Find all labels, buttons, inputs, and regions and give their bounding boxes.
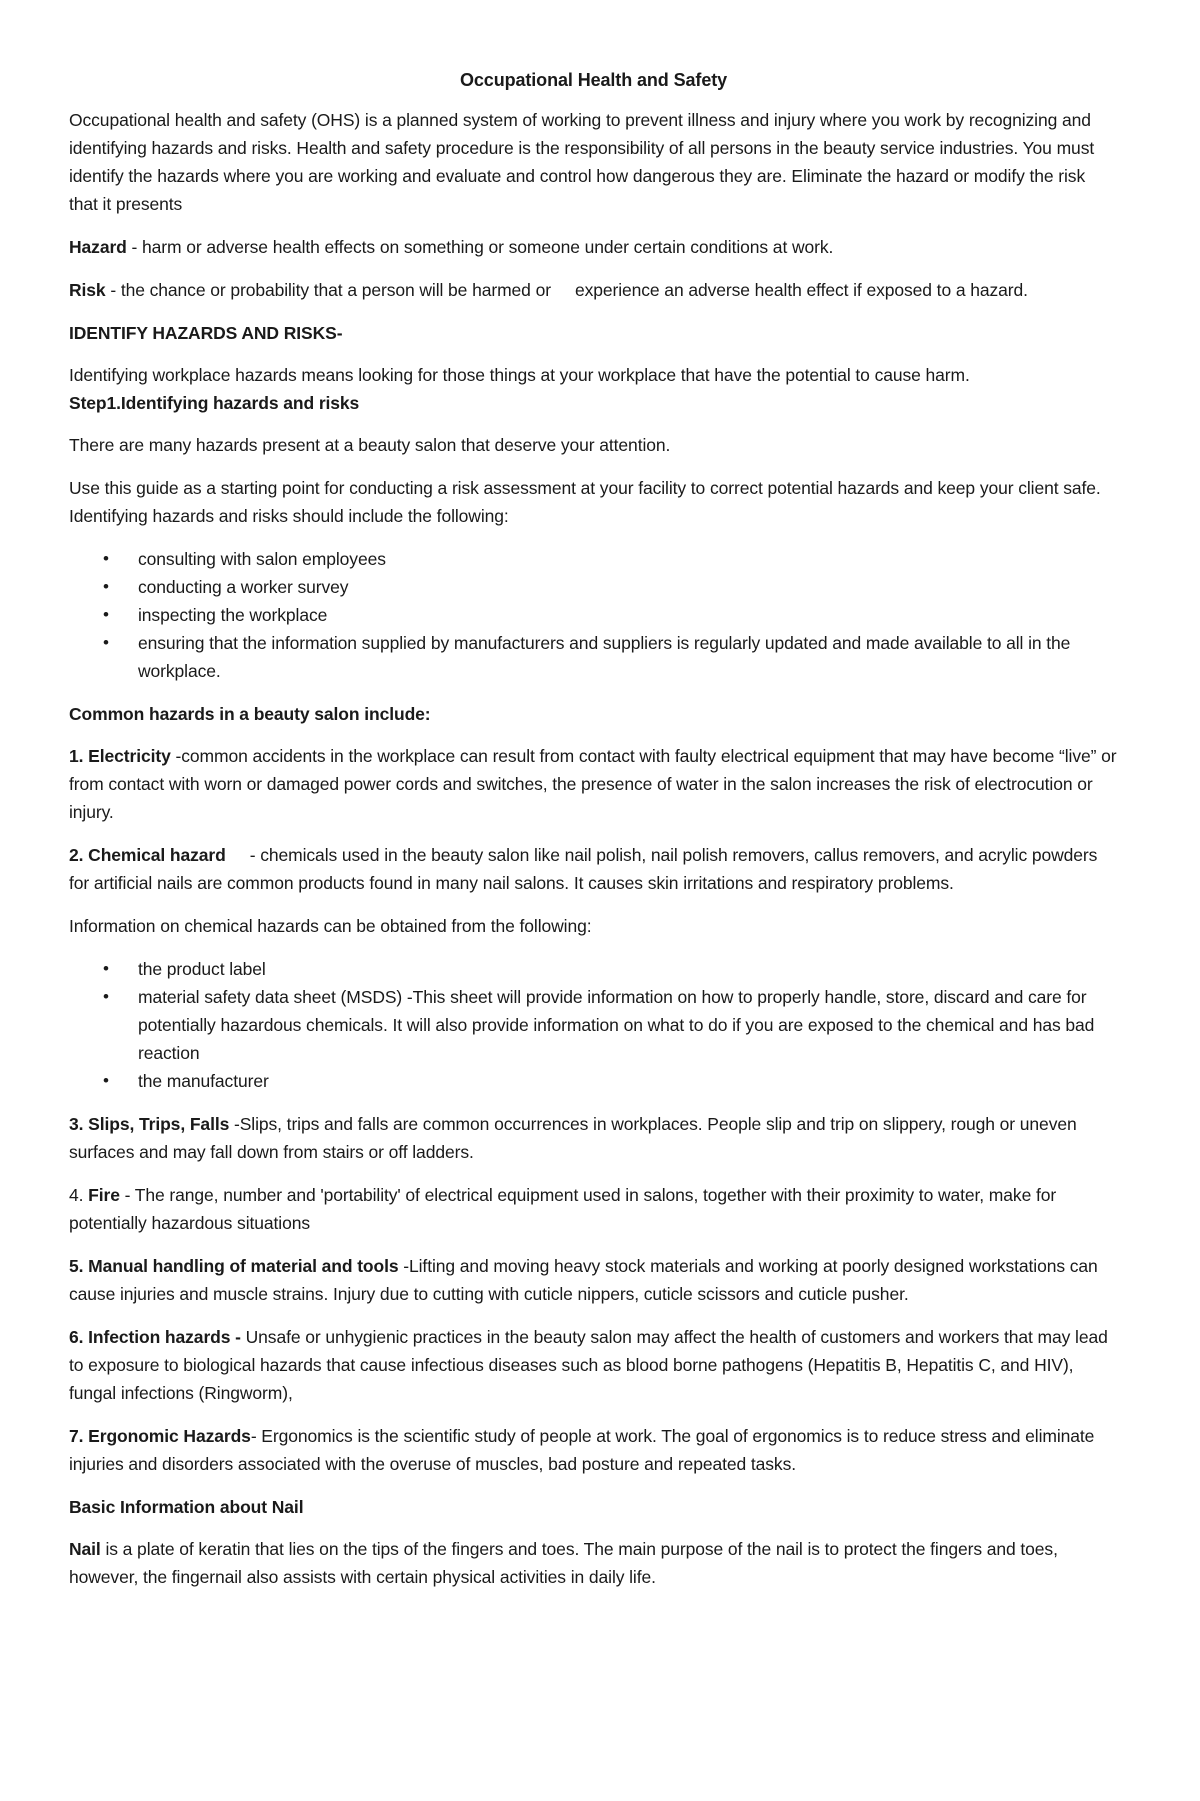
nail-paragraph [69,1535,1118,1591]
ergonomic-paragraph [69,1422,1118,1478]
step1-paragraph: There are many hazards present at a beauty salon that deserve your attention. [69,435,671,455]
guide-paragraph: Use this guide as a starting point for conducting a risk assessment at your facility to correct potential hazards and keep your client safe. Identifying hazards and risks should include the following: [69,478,1101,526]
ergonomic-text: - Ergonomics is the scientific study of people at work. The goal of ergonomics is to reduce stress and eliminate injuries and disorders associated with the overuse of muscles, bad posture and repeated tasks. [69,1426,1095,1474]
identify-paragraph: Identifying workplace hazards means looking for those things at your workplace that have the potential to cause harm. [69,365,970,385]
list-item-text: consulting with salon employees [138,549,386,569]
risk-definition-text-2: experience an adverse health effect if exposed to a hazard. [574,280,1028,300]
list-item [103,1067,1118,1095]
infection-paragraph [69,1323,1118,1407]
page-title: Occupational Health and Safety [459,70,728,90]
chemical-text: - chemicals used in the beauty salon like nail polish, nail polish removers, callus removers, and acrylic powders for artificial nails are common products found in many nail salons. It causes skin irritations and respiratory problems. [69,845,1098,893]
electricity-paragraph [69,742,1118,826]
list-item [103,601,1118,629]
nail-term: Nail [69,1539,101,1559]
risk-definition [69,276,1118,304]
list-item [103,983,1118,1067]
chemical-paragraph [69,841,1118,897]
ergonomic-label: 7. Ergonomic Hazards [69,1426,251,1446]
list-item-text: the product label [138,959,266,979]
fire-number: 4. [69,1185,89,1205]
manual-handling-paragraph [69,1252,1118,1308]
manual-handling-text: -Lifting and moving heavy stock materials and working at poorly designed workstations can cause injuries and muscle strains. Injury due to cutting with cuticle nippers, cuticle scissors and cuticle pusher. [69,1256,1098,1304]
bullet-icon: • [103,959,109,978]
infection-label: 6. Infection hazards - [69,1327,241,1347]
electricity-text: -common accidents in the workplace can result from contact with faulty electrical equipment that may have become “live” or from contact with worn or damaged power cords and switches, the presence of water in the salon increases the risk of electrocution or injury. [69,746,1117,822]
list-item-text: the manufacturer [138,1071,269,1091]
hazard-definition [69,233,1118,261]
list-item [103,955,1118,983]
chemical-bullet-list [69,955,1118,1095]
identify-heading: IDENTIFY HAZARDS AND RISKS- [69,323,343,343]
risk-definition-text-1: - the chance or probability that a person will be harmed or [105,280,551,300]
list-item [103,629,1118,685]
slips-label: 3. Slips, Trips, Falls [69,1114,230,1134]
list-item-text: conducting a worker survey [138,577,349,597]
infection-text: Unsafe or unhygienic practices in the beauty salon may affect the health of customers and workers that may lead to exposure to biological hazards that cause infectious diseases such as blood borne pathogens (Hepatitis B, Hepatitis C, and HIV), fungal infections (Ringworm), [69,1327,1108,1403]
hazard-term: Hazard [69,237,127,257]
electricity-label: 1. Electricity [69,746,171,766]
bullet-icon: • [103,987,109,1006]
common-hazards-heading: Common hazards in a beauty salon include: [69,704,431,724]
hazard-definition-text: - harm or adverse health effects on something or someone under certain conditions at work. [126,237,834,257]
bullet-icon: • [103,1071,109,1090]
risk-term: Risk [69,280,106,300]
step1-heading: Step1.Identifying hazards and risks [69,393,360,413]
chemical-label: 2. Chemical hazard [69,845,226,865]
fire-text: - The range, number and 'portability' of electrical equipment used in salons, together with their proximity to water, make for potentially hazardous situations [69,1185,1057,1233]
fire-paragraph [69,1181,1118,1237]
fire-label: Fire [88,1185,120,1205]
nail-heading: Basic Information about Nail [69,1497,304,1517]
slips-paragraph [69,1110,1118,1166]
list-item-text: ensuring that the information supplied by manufacturers and suppliers is regularly updated and made available to all in the workplace. [138,633,1071,681]
list-item [103,545,1118,573]
bullet-icon: • [103,633,109,652]
list-item-text: material safety data sheet (MSDS) -This sheet will provide information on how to properly handle, store, discard and care for potentially hazardous chemicals. It will also provide information on what to do if you are exposed to the chemical and has bad reaction [138,987,1095,1063]
bullet-icon: • [103,549,109,568]
bullet-icon: • [103,577,109,596]
identify-bullet-list [69,545,1118,685]
nail-text: is a plate of keratin that lies on the tips of the fingers and toes. The main purpose of the nail is to protect the fingers and toes, however, the fingernail also assists with certain physical activities in daily life. [69,1539,1058,1587]
intro-paragraph: Occupational health and safety (OHS) is a planned system of working to prevent illness and injury where you work by recognizing and identifying hazards and risks. Health and safety procedure is the responsibility of all persons in the beauty service industries. You must identify the hazards where you are working and evaluate and control how dangerous they are. Eliminate the hazard or modify the risk that it presents [69,110,1095,214]
chemical-info-paragraph: Information on chemical hazards can be obtained from the following: [69,916,592,936]
manual-handling-label: 5. Manual handling of material and tools [69,1256,399,1276]
bullet-icon: • [103,605,109,624]
slips-text: -Slips, trips and falls are common occurrences in workplaces. People slip and trip on slippery, rough or uneven surfaces and may fall down from stairs or off ladders. [69,1114,1077,1162]
list-item [103,573,1118,601]
list-item-text: inspecting the workplace [138,605,328,625]
